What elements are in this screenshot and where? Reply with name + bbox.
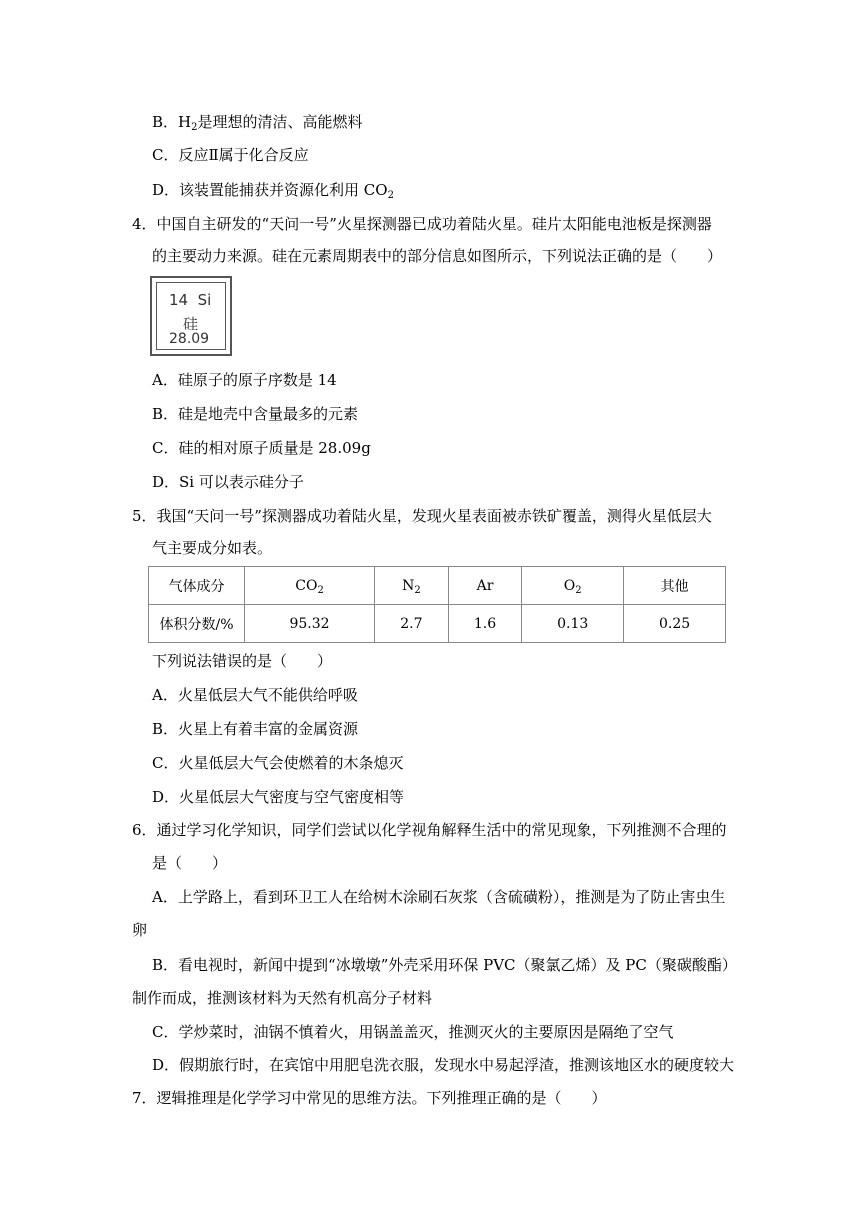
table-cell-o2: $O_2$ xyxy=(522,567,624,605)
q6-option-b-line1: B．看电视时，新闻中提到“冰墩墩”外壳采用环保 PVC（聚氯乙烯）及 PC（聚碳酸酯） xyxy=(152,956,737,974)
q4-option-a: A．硅原子的原子序数是 14 xyxy=(152,371,337,389)
silicon-element-tile xyxy=(150,276,232,356)
q5-stem-line1: 5．我国“天问一号”探测器成功着陆火星，发现火星表面被赤铁矿覆盖，测得火星低层大 xyxy=(132,507,712,525)
table-cell-value: 0.25 xyxy=(624,605,726,643)
q3-option-b: B．$H_2$是理想的清洁、高能燃料 xyxy=(152,113,363,133)
q5-stem-line2: 气主要成分如表。 xyxy=(152,539,273,557)
table-cell-n2: $N_2$ xyxy=(375,567,449,605)
table-cell-other: 其他 xyxy=(624,567,726,605)
tile-number-symbol: 14 Si xyxy=(169,291,212,309)
q7-stem: 7．逻辑推理是化学学习中常见的思维方法。下列推理正确的是（ ） xyxy=(132,1089,607,1107)
q5-option-c: C．火星低层大气会使燃着的木条熄灭 xyxy=(152,754,404,772)
q3-option-c: C．反应Ⅱ属于化合反应 xyxy=(152,146,309,164)
table-cell-ar: Ar xyxy=(448,567,522,605)
q5-question: 下列说法错误的是（ ） xyxy=(152,652,333,670)
q6-stem-line2: 是（ ） xyxy=(152,854,228,872)
q4-stem-line2: 的主要动力来源。硅在元素周期表中的部分信息如图所示，下列说法正确的是（ ） xyxy=(152,247,723,265)
q6-stem-line1: 6．通过学习化学知识，同学们尝试以化学视角解释生活中的常见现象，下列推测不合理的 xyxy=(132,821,727,839)
q4-stem-line1: 4．中国自主研发的“天问一号”火星探测器已成功着陆火星。硅片太阳能电池板是探测器 xyxy=(132,215,712,233)
q5-option-a: A．火星低层大气不能供给呼吸 xyxy=(152,686,358,704)
q5-option-d: D．火星低层大气密度与空气密度相等 xyxy=(152,788,405,806)
q4-option-c: C．硅的相对原子质量是 28.09g xyxy=(152,439,371,457)
q6-option-b-line2: 制作而成，推测该材料为天然有机高分子材料 xyxy=(132,989,433,1007)
q5-option-b: B．火星上有着丰富的金属资源 xyxy=(152,720,359,738)
tile-atomic-mass: 28.09 xyxy=(169,331,210,347)
table-cell-value: 2.7 xyxy=(375,605,449,643)
table-cell-value: 0.13 xyxy=(522,605,624,643)
q6-option-a-line2: 卵 xyxy=(132,921,148,939)
q4-option-b: B．硅是地壳中含量最多的元素 xyxy=(152,405,359,423)
table-cell-value: 95.32 xyxy=(245,605,375,643)
table-row-label: 体积分数/% xyxy=(149,605,245,643)
table-header-label: 气体成分 xyxy=(149,567,245,605)
q6-option-d: D．假期旅行时，在宾馆中用肥皂洗衣服，发现水中易起浮渣，推测该地区水的硬度较大 xyxy=(152,1056,735,1074)
table-row xyxy=(149,605,726,643)
table-cell-co2: $CO_2$ xyxy=(245,567,375,605)
table-row xyxy=(149,567,726,605)
q6-option-c: C．学炒菜时，油锅不慎着火，用锅盖盖灭，推测灭火的主要原因是隔绝了空气 xyxy=(152,1023,674,1041)
table-cell-value: 1.6 xyxy=(448,605,522,643)
tile-element-name: 硅 xyxy=(183,315,199,333)
mars-atmosphere-table xyxy=(148,566,726,643)
q6-option-a-line1: A．上学路上，看到环卫工人在给树木涂刷石灰浆（含硫磺粉），推测是为了防止害虫生 xyxy=(152,888,726,906)
q3-option-d: D．该装置能捕获并资源化利用 $CO_2$ xyxy=(152,181,394,201)
q4-option-d: D．Si 可以表示硅分子 xyxy=(152,473,304,491)
